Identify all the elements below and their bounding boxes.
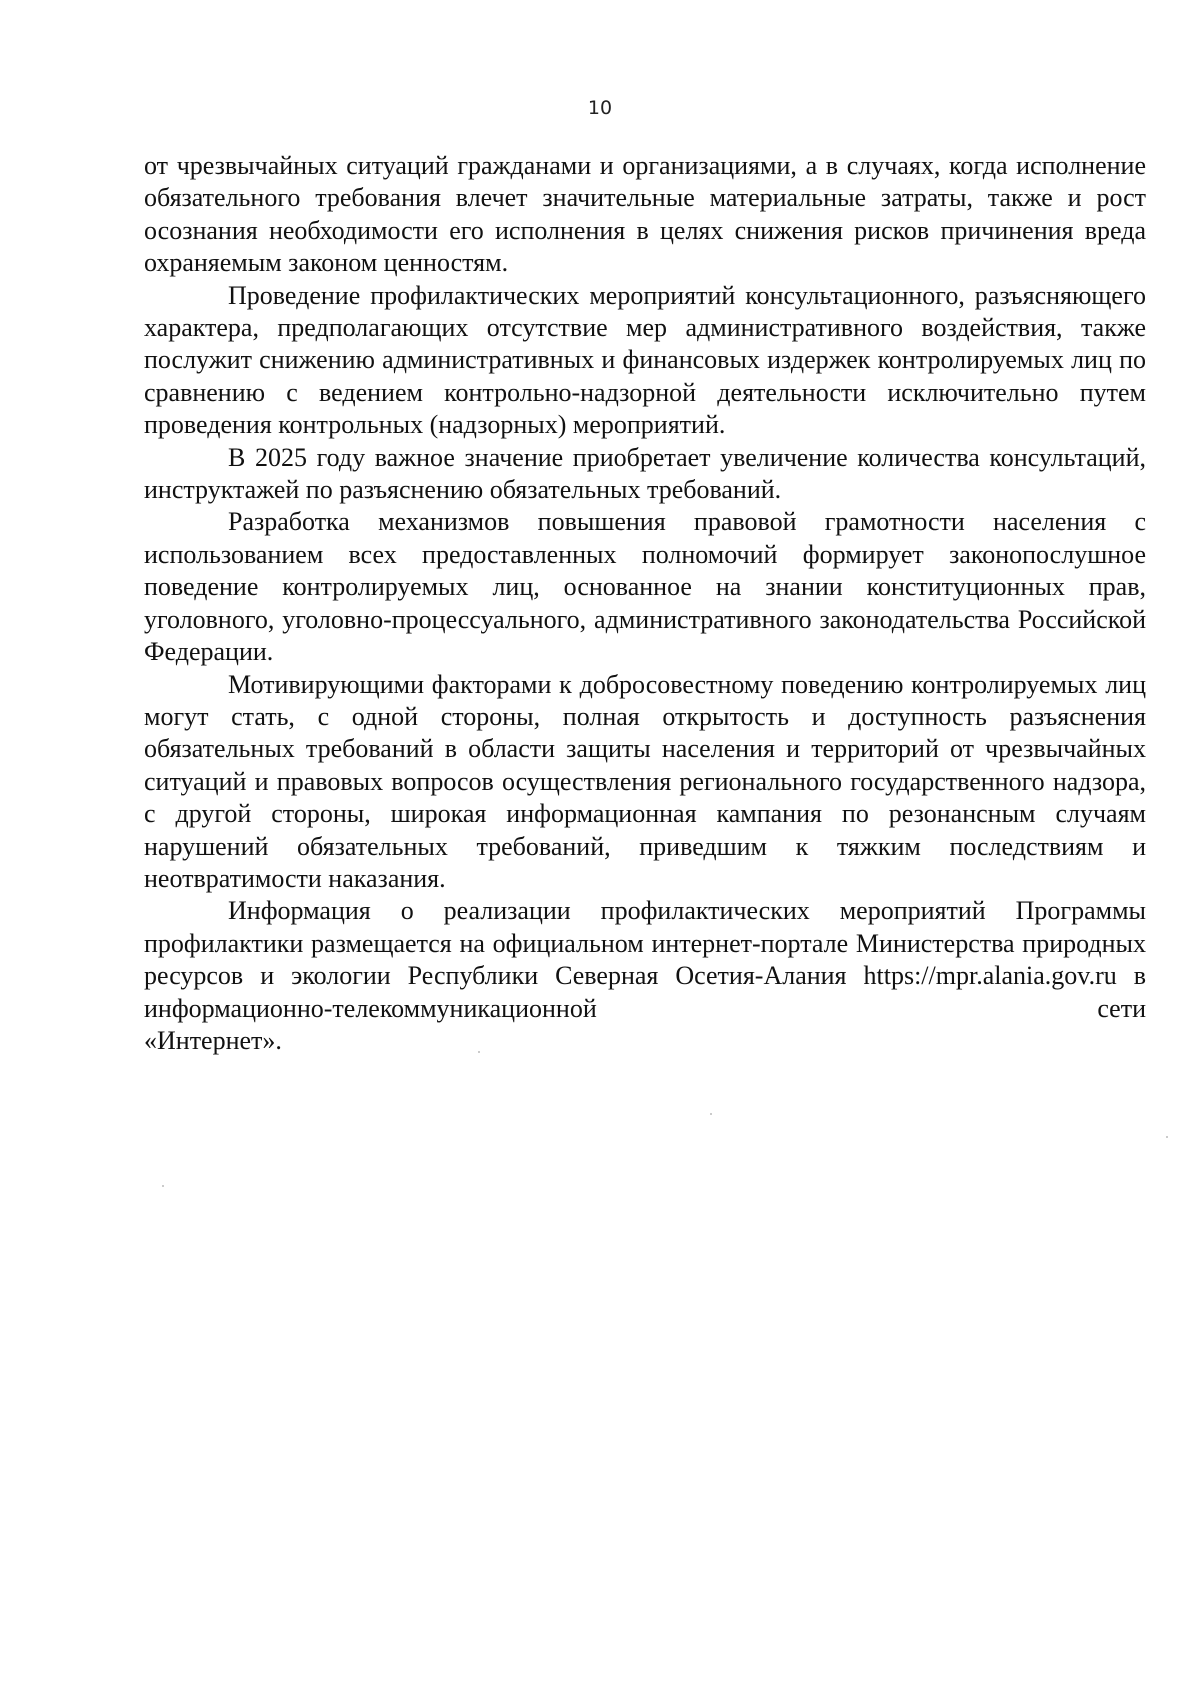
- paragraph-motivating-factors: Мотивирующими факторами к добросовестному поведению контролируемых лиц могут стать, с одной стороны, полная открытость и доступность разъяснения обязательных требований в области защиты населения и территорий от чрезвычайных ситуаций и правовых вопросов осуществления регионального государственного надзора, с другой стороны, широкая информационная кампания по резонансным случаям нарушений обязательных требований, приведшим к тяжким последствиям и неотвратимости наказания.: [144, 669, 1146, 893]
- document-body: [144, 150, 1146, 1057]
- scan-speck: [1166, 1136, 1168, 1138]
- scan-speck: [162, 1185, 164, 1187]
- scan-speck: [478, 1051, 480, 1053]
- paragraph-continuation: от чрезвычайных ситуаций гражданами и организациями, а в случаях, когда исполнение обязательного требования влечет значительные материальные затраты, также и рост осознания необходимости его исполнения в целях снижения рисков причинения вреда охраняемым законом ценностям.: [144, 151, 1146, 278]
- paragraph-legal-literacy: Разработка механизмов повышения правовой грамотности населения с использованием всех предоставленных полномочий формирует законопослушное поведение контролируемых лиц, основанное на знании конституционных прав, уголовного, уголовно-процессуального, административного законодательства Российской Федерации.: [144, 507, 1146, 667]
- paragraph-information-portal-text: Информация о реализации профилактических мероприятий Программы профилактики размещается на официальном интернет-портале Министерства природных ресурсов и экологии Республики Северная Осетия-Алания https://mpr.alania.gov.ru в информационно-телекоммуникационной сети: [144, 896, 1146, 1023]
- paragraph-consultation-measures: Проведение профилактических мероприятий консультационного, разъясняющего характера, предполагающих отсутствие мер административного воздействия, также послужит снижению административных и финансовых издержек контролируемых лиц по сравнению с ведением контрольно-надзорной деятельности исключительно путем проведения контрольных (надзорных) мероприятий.: [144, 280, 1146, 440]
- page-number: 10: [587, 97, 613, 119]
- paragraph-2025-priorities: В 2025 году важное значение приобретает увеличение количества консультаций, инструктажей по разъяснению обязательных требований.: [144, 442, 1146, 505]
- paragraph-information-portal-end: «Интернет».: [144, 1025, 282, 1055]
- paragraph-information-portal: [144, 895, 1146, 1025]
- scan-speck: [710, 1113, 712, 1115]
